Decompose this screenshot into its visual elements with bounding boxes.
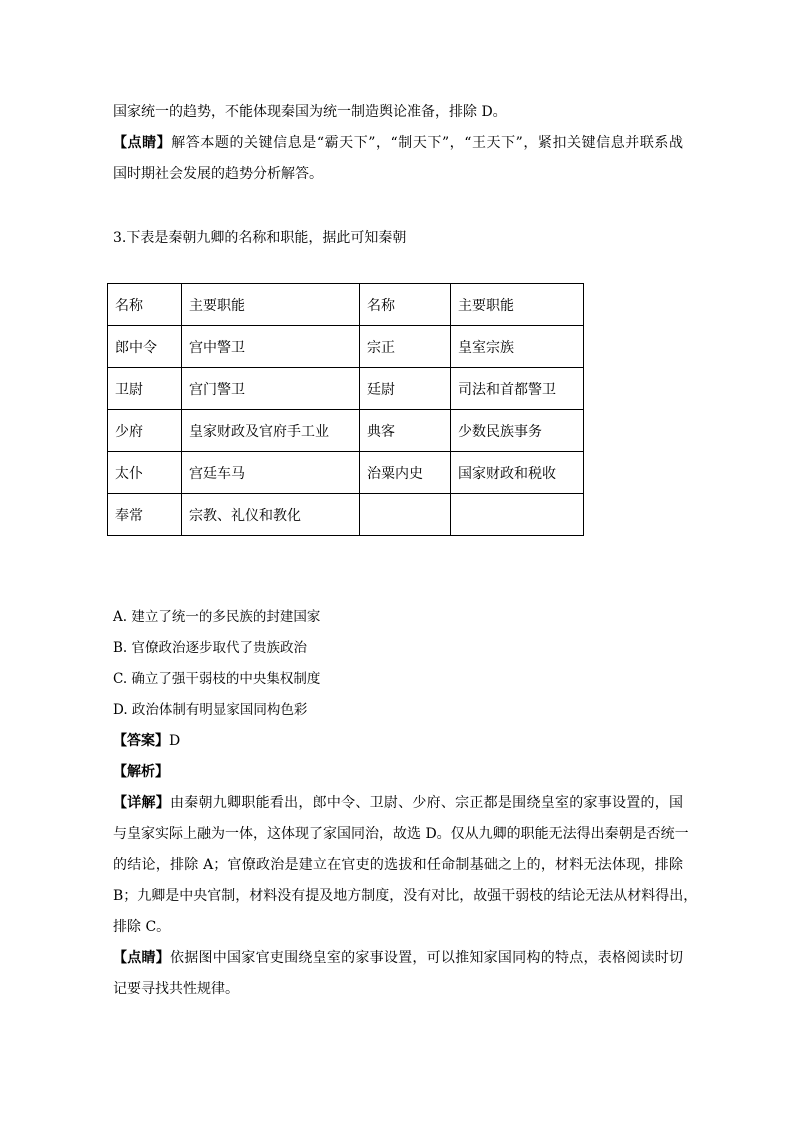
- table-cell: 国家财政和税收: [451, 452, 584, 494]
- detail-line-1: [113, 793, 683, 813]
- table-row: [108, 326, 584, 368]
- table-row: [108, 410, 584, 452]
- table-cell: 少数民族事务: [451, 410, 584, 452]
- table-cell: 典客: [360, 410, 451, 452]
- table-cell: 廷尉: [360, 368, 451, 410]
- option-b: B. 官僚政治逐步取代了贵族政治: [113, 640, 308, 656]
- question-stem: 3.下表是秦朝九卿的名称和职能，据此可知秦朝: [113, 230, 407, 246]
- table-cell: [360, 494, 451, 536]
- table-cell: 郎中令: [108, 326, 182, 368]
- table-row: [108, 368, 584, 410]
- option-a: A. 建立了统一的多民族的封建国家: [113, 609, 321, 625]
- detail-label: 【详解】: [113, 795, 171, 811]
- table-row: [108, 452, 584, 494]
- tip-label: 【点睛】: [113, 950, 171, 966]
- table-cell: [451, 494, 584, 536]
- detail-line-5: 排除 C。: [113, 919, 171, 935]
- table-row: [108, 494, 584, 536]
- prev-tip-text: 解答本题的关键信息是“霸天下”，“制天下”，“王天下”，紧扣关键信息并联系战: [171, 135, 683, 151]
- table-cell: 少府: [108, 410, 182, 452]
- tip-text: 依据图中国家官吏围绕皇室的家事设置，可以推知家国同构的特点，表格阅读时切: [170, 950, 684, 966]
- table-cell: 宫廷车马: [182, 452, 360, 494]
- table-cell: 皇家财政及官府手工业: [182, 410, 360, 452]
- table-cell: 宫中警卫: [182, 326, 360, 368]
- table-cell: 奉常: [108, 494, 182, 536]
- table-cell: 太仆: [108, 452, 182, 494]
- table-header-cell: 主要职能: [182, 284, 360, 326]
- table-cell: 宗正: [360, 326, 451, 368]
- table-cell: 宫门警卫: [182, 368, 360, 410]
- detail-line-2: 与皇家实际上融为一体，这体现了家国同治，故选 D。仅从九卿的职能无法得出秦朝是否统一: [113, 826, 689, 842]
- table-header-cell: 名称: [108, 284, 182, 326]
- table-cell: 卫尉: [108, 368, 182, 410]
- table-header-row: [108, 284, 584, 326]
- table-header-cell: 主要职能: [451, 284, 584, 326]
- prev-analysis-line: 国家统一的趋势，不能体现秦国为统一制造舆论准备，排除 D。: [113, 104, 507, 120]
- analysis-label: 【解析】: [113, 764, 169, 780]
- option-c: C. 确立了强干弱枝的中央集权制度: [113, 671, 321, 687]
- option-d: D. 政治体制有明显家国同构色彩: [113, 702, 308, 718]
- table-cell: 宗教、礼仪和教化: [182, 494, 360, 536]
- table-cell: 皇室宗族: [451, 326, 584, 368]
- prev-tip-label: 【点睛】: [113, 135, 172, 151]
- detail-text: 由秦朝九卿职能看出，郎中令、卫尉、少府、宗正都是围绕皇室的家事设置的，国: [170, 795, 684, 811]
- nine-ministers-table: [107, 283, 584, 536]
- table-header-cell: 名称: [360, 284, 451, 326]
- table-cell: 治粟内史: [360, 452, 451, 494]
- answer-line: [113, 731, 180, 751]
- prev-tip-line-1: [113, 133, 683, 153]
- answer-label: 【答案】: [113, 733, 169, 749]
- table-cell: 司法和首都警卫: [451, 368, 584, 410]
- prev-tip-line-2: 国时期社会发展的趋势分析解答。: [113, 166, 323, 182]
- answer-value: D: [169, 733, 181, 749]
- detail-line-3: 的结论，排除 A；官僚政治是建立在官吏的选拔和任命制基础之上的，材料无法体现，排除: [113, 857, 683, 873]
- tip-line-2: 记要寻找共性规律。: [113, 981, 239, 997]
- tip-line-1: [113, 948, 683, 968]
- detail-line-4: B；九卿是中央官制，材料没有提及地方制度，没有对比，故强干弱枝的结论无法从材料得出，: [113, 888, 698, 904]
